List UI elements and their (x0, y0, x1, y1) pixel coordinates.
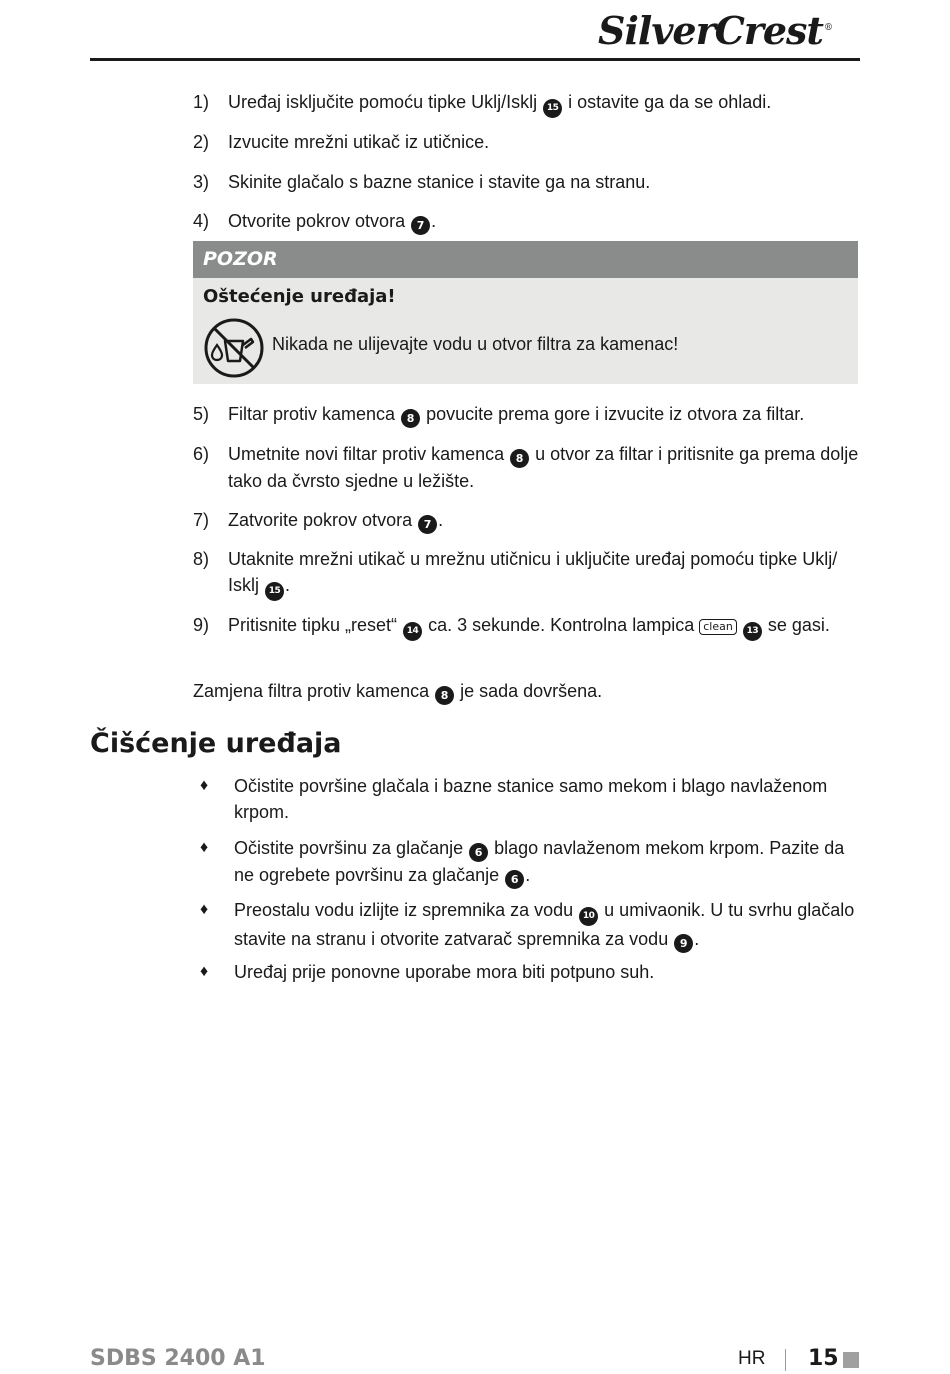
footer-model: SDBS 2400 A1 (90, 1346, 266, 1371)
bullet-text: Uređaj prije ponovne uporabe mora biti potpuno suh. (234, 962, 655, 982)
instruction-step (193, 441, 863, 494)
step-number: 9) (193, 615, 210, 635)
step-text: Umetnite novi filtar protiv kamenca 8 u otvor za filtar i pritisnite ga prema dolje tako da čvrsto sjedne u ležište. (228, 444, 859, 491)
bullet-item (200, 835, 860, 889)
brand-name: SilverCrest (598, 8, 823, 53)
section-title: Čišćenje uređaja (90, 728, 342, 759)
step-number: 4) (193, 211, 210, 231)
warning-box (193, 241, 858, 384)
footer-separator (785, 1349, 786, 1371)
bullet-diamond-icon: ♦ (200, 901, 209, 918)
step-text: Zatvorite pokrov otvora 7 . (228, 507, 863, 534)
instruction-step (193, 169, 863, 195)
footer-language: HR (738, 1348, 766, 1369)
conclusion-text: Zamjena filtra protiv kamenca 8 je sada dovršena. (193, 678, 863, 705)
page-number: 15 (808, 1346, 839, 1371)
bullet-text: Očistite površine glačala i bazne stanice samo mekom i blago navlaženom krpom. (234, 776, 828, 822)
reference-number-badge: 7 (411, 216, 430, 235)
step-text: Pritisnite tipku „reset“ 14 ca. 3 sekunde. Kontrolna lampica clean 13 se gasi. (228, 612, 863, 641)
step-number: 3) (193, 172, 210, 192)
warning-heading: POZOR (203, 248, 278, 270)
instruction-step (193, 612, 863, 641)
clean-indicator-icon: clean (699, 619, 737, 635)
instruction-step (193, 546, 863, 601)
step-text: Filtar protiv kamenca 8 povucite prema gore i izvucite iz otvora za filtar. (228, 401, 863, 428)
step-text: Skinite glačalo s bazne stanice i stavite ga na stranu. (228, 172, 651, 192)
step-number: 8) (193, 549, 210, 569)
reference-number-badge: 7 (418, 515, 437, 534)
reference-number-badge: 6 (469, 843, 488, 862)
reference-number-badge: 6 (505, 870, 524, 889)
reference-number-badge: 14 (403, 622, 422, 641)
bullet-text: Očistite površinu za glačanje 6 blago navlaženom mekom krpom. Pazite da ne ogrebete površinu za glačanje 6 . (234, 835, 860, 889)
step-text: Uređaj isključite pomoću tipke Uklj/Isklj 15 i ostavite ga da se ohladi. (228, 89, 863, 118)
warning-subheading: Oštećenje uređaja! (203, 286, 396, 307)
step-text: Otvorite pokrov otvora 7 . (228, 208, 863, 235)
reference-number-badge: 8 (510, 449, 529, 468)
bullet-item (200, 897, 860, 953)
bullet-item (200, 959, 860, 985)
reference-number-badge: 15 (543, 99, 562, 118)
reference-number-badge: 8 (401, 409, 420, 428)
registered-mark: ® (823, 23, 832, 34)
header-rule (90, 58, 860, 61)
bullet-text: Preostalu vodu izlijte iz spremnika za vodu 10 u umivaonik. U tu svrhu glačalo stavite na stranu i otvorite zatvarač spremnika za vodu 9 . (234, 897, 860, 953)
reference-number-badge: 13 (743, 622, 762, 641)
instruction-step (193, 129, 863, 155)
reference-number-badge: 10 (579, 907, 598, 926)
step-text: Utaknite mrežni utikač u mrežnu utičnicu i uključite uređaj pomoću tipke Uklj/ Isklj 15 . (228, 546, 863, 601)
reference-number-badge: 8 (435, 686, 454, 705)
bullet-item (200, 773, 860, 825)
step-number: 6) (193, 444, 210, 464)
instruction-step (193, 401, 863, 428)
page-square-marker (843, 1352, 859, 1368)
brand-logo (598, 8, 832, 53)
bullet-diamond-icon: ♦ (200, 777, 209, 794)
step-text: Izvucite mrežni utikač iz utičnice. (228, 132, 490, 152)
reference-number-badge: 15 (265, 582, 284, 601)
step-number: 5) (193, 404, 210, 424)
no-water-into-filter-icon (203, 317, 265, 379)
instruction-step (193, 89, 863, 118)
bullet-diamond-icon: ♦ (200, 839, 209, 856)
instruction-step (193, 507, 863, 534)
bullet-diamond-icon: ♦ (200, 963, 209, 980)
step-number: 2) (193, 132, 210, 152)
reference-number-badge: 9 (674, 934, 693, 953)
instruction-step (193, 208, 863, 235)
warning-text: Nikada ne ulijevajte vodu u otvor filtra za kamenac! (272, 334, 679, 354)
step-number: 7) (193, 510, 210, 530)
warning-header (193, 241, 858, 278)
step-number: 1) (193, 92, 210, 112)
